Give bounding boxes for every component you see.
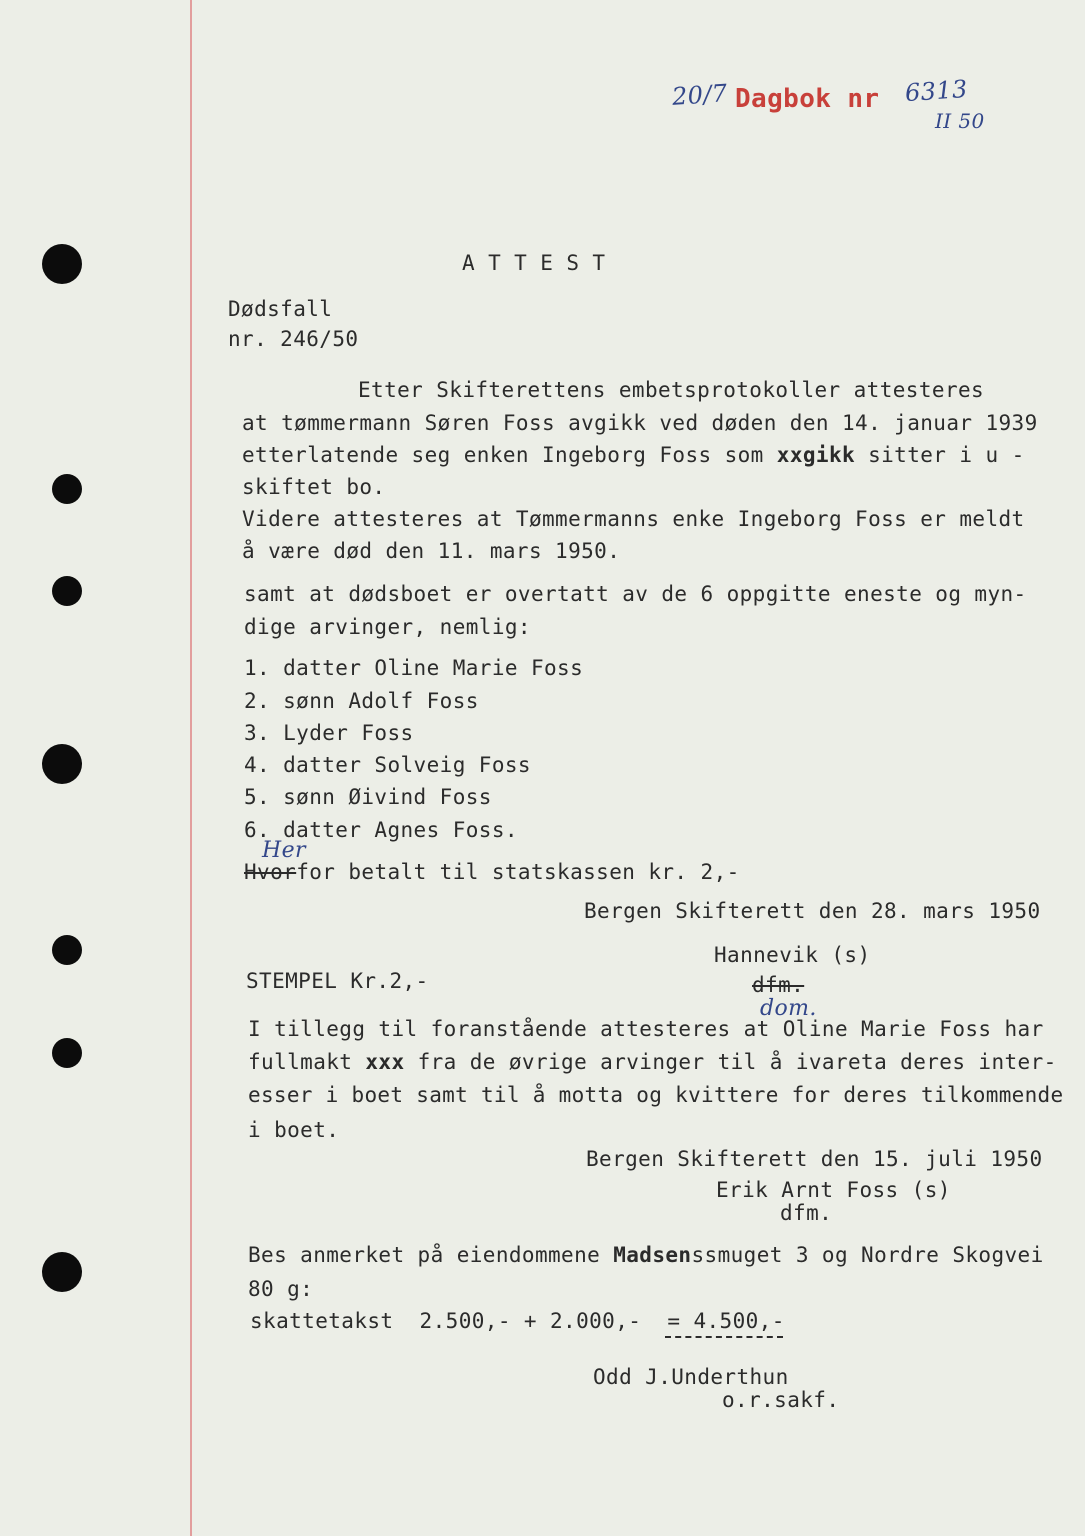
struck-title: dfm.	[752, 973, 805, 997]
heir-item: 1. datter Oline Marie Foss	[244, 656, 584, 680]
tax-line: skattetakst 2.500,- + 2.000,- = 4.500,-	[250, 1309, 785, 1333]
case-type: Dødsfall	[228, 297, 333, 321]
note-line	[248, 1242, 1044, 1268]
punch-hole	[52, 1038, 82, 1068]
heir-item: 4. datter Solveig Foss	[244, 753, 531, 777]
text-line	[242, 442, 1025, 468]
stamp-duty: STEMPEL Kr.2,-	[246, 969, 429, 993]
dagbok-number: 6313	[904, 74, 969, 108]
text-segment: for betalt til statskassen kr. 2,-	[296, 860, 740, 884]
text-line: i boet.	[248, 1118, 340, 1142]
dagbok-year: II 50	[935, 109, 985, 133]
text-line: dige arvinger, nemlig:	[244, 615, 531, 639]
struck-word: Hvor	[244, 860, 297, 884]
heir-item: 2. sønn Adolf Foss	[244, 689, 479, 713]
text-segment: fra de øvrige arvinger til å ivareta deres inter-	[404, 1050, 1057, 1074]
heir-item: 6. datter Agnes Foss.	[244, 818, 518, 842]
sum-underline	[665, 1336, 783, 1338]
place-date: Bergen Skifterett den 28. mars 1950	[584, 899, 1041, 923]
place-date: Bergen Skifterett den 15. juli 1950	[586, 1147, 1043, 1171]
text-line: esser i boet samt til å motta og kvittere for deres tilkommende	[248, 1083, 1064, 1107]
document-title: A T T E S T	[462, 251, 606, 275]
overtyped-word: xxgikk	[776, 443, 856, 467]
heir-item: 3. Lyder Foss	[244, 721, 414, 745]
text-line: Etter Skifterettens embetsprotokoller attesteres	[358, 378, 985, 402]
signature-name: Erik Arnt Foss (s)	[716, 1178, 951, 1202]
margin-line	[190, 0, 192, 1536]
text-line: skiftet bo.	[242, 475, 386, 499]
text-line: Videre attesteres at Tømmermanns enke Ingeborg Foss er meldt	[242, 507, 1025, 531]
text-line: samt at dødsboet er overtatt av de 6 oppgitte eneste og myn-	[244, 582, 1027, 606]
dagbok-date: 20/7	[671, 79, 729, 111]
overtyped-word: Madsen	[613, 1243, 692, 1267]
overtyped-word: xxx	[365, 1050, 405, 1074]
signature-name: Hannevik (s)	[714, 943, 871, 967]
punch-hole	[52, 935, 82, 965]
handwritten-title: dom.	[760, 996, 817, 1021]
dagbok-stamp: Dagbok nr	[735, 84, 880, 114]
fee-line	[244, 859, 740, 885]
text-segment: Bes anmerket på eiendommene	[248, 1243, 614, 1267]
signature-title: o.r.sakf.	[722, 1388, 840, 1412]
signature-title: dfm.	[780, 1201, 833, 1225]
text-line: å være død den 11. mars 1950.	[242, 539, 621, 563]
text-segment: fullmakt	[248, 1050, 366, 1074]
punch-hole	[42, 244, 82, 284]
text-line	[248, 1049, 1057, 1075]
text-segment: ssmuget 3 og Nordre Skogvei	[691, 1243, 1044, 1267]
text-segment: sitter i u -	[855, 443, 1025, 467]
case-number: nr. 246/50	[228, 327, 359, 351]
heir-item: 5. sønn Øivind Foss	[244, 785, 492, 809]
punch-hole	[42, 1252, 82, 1292]
handwritten-correction: Her	[262, 838, 306, 863]
note-line: 80 g:	[248, 1277, 314, 1301]
punch-hole	[52, 474, 82, 504]
signature-name: Odd J.Underthun	[593, 1365, 789, 1389]
text-segment: etterlatende seg enken Ingeborg Foss som	[242, 443, 764, 467]
punch-hole	[42, 744, 82, 784]
text-line: at tømmermann Søren Foss avgikk ved døden den 14. januar 1939	[242, 411, 1038, 435]
punch-hole	[52, 576, 82, 606]
text-line: I tillegg til foranstående attesteres at Oline Marie Foss har	[248, 1017, 1044, 1041]
